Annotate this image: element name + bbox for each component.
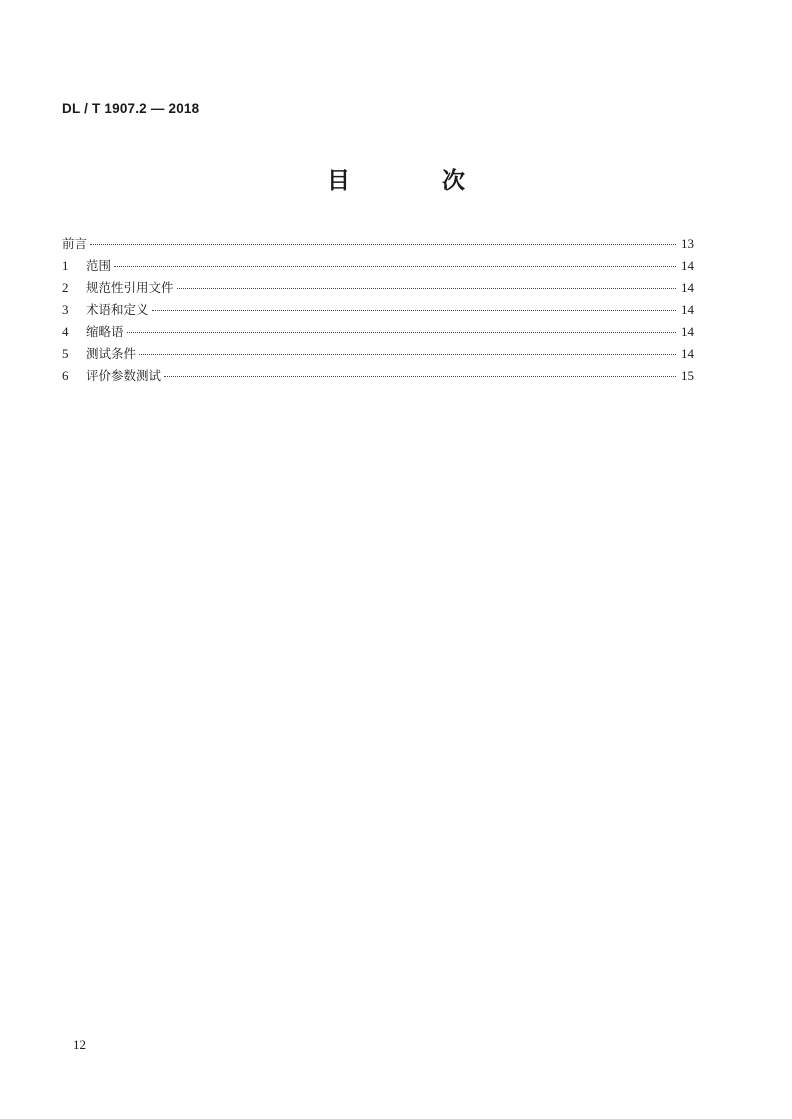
toc-entry-text: 评价参数测试 (86, 368, 162, 383)
page-number: 12 (73, 1037, 86, 1052)
toc-entry-number: 5 (62, 346, 69, 361)
toc-entry-number: 6 (62, 368, 69, 383)
toc-leader-dots (152, 310, 676, 311)
toc-leader-dots (127, 332, 676, 333)
toc-entry-abbreviations[interactable] (62, 321, 694, 343)
toc-entry-number: 1 (62, 258, 69, 273)
toc-entry-number: 4 (62, 324, 69, 339)
toc-entry-terms-definitions[interactable] (62, 299, 694, 321)
toc-entry-page: 13 (681, 236, 694, 251)
toc-entry-page: 14 (681, 324, 694, 339)
toc-leader-dots (114, 266, 676, 267)
toc-entry-page: 14 (681, 258, 694, 273)
toc-entry-text: 规范性引用文件 (86, 280, 174, 295)
toc-entry-normative-references[interactable] (62, 277, 694, 299)
toc-leader-dots (90, 244, 676, 245)
toc-title: 目 次 (326, 168, 507, 194)
toc-entry-evaluation-parameter-tests[interactable] (62, 365, 694, 387)
toc-entry-text: 术语和定义 (86, 302, 149, 317)
toc-leader-dots (139, 354, 676, 355)
toc-leader-dots (164, 376, 676, 377)
table-of-contents (62, 233, 694, 387)
toc-entry-scope[interactable] (62, 255, 694, 277)
toc-entry-number: 3 (62, 302, 69, 317)
standard-code: DL / T 1907.2 — 2018 (62, 101, 200, 116)
toc-entry-text: 缩略语 (86, 324, 124, 339)
toc-entry-page: 15 (681, 368, 694, 383)
toc-leader-dots (177, 288, 676, 289)
toc-entry-text: 范围 (86, 258, 112, 273)
toc-entry-page: 14 (681, 346, 694, 361)
toc-entry-page: 14 (681, 280, 694, 295)
toc-entry-text: 测试条件 (86, 346, 137, 361)
toc-entry-foreword[interactable] (62, 233, 694, 255)
toc-entry-test-conditions[interactable] (62, 343, 694, 365)
toc-entry-text: 前言 (62, 236, 88, 251)
toc-entry-number: 2 (62, 280, 69, 295)
toc-entry-page: 14 (681, 302, 694, 317)
